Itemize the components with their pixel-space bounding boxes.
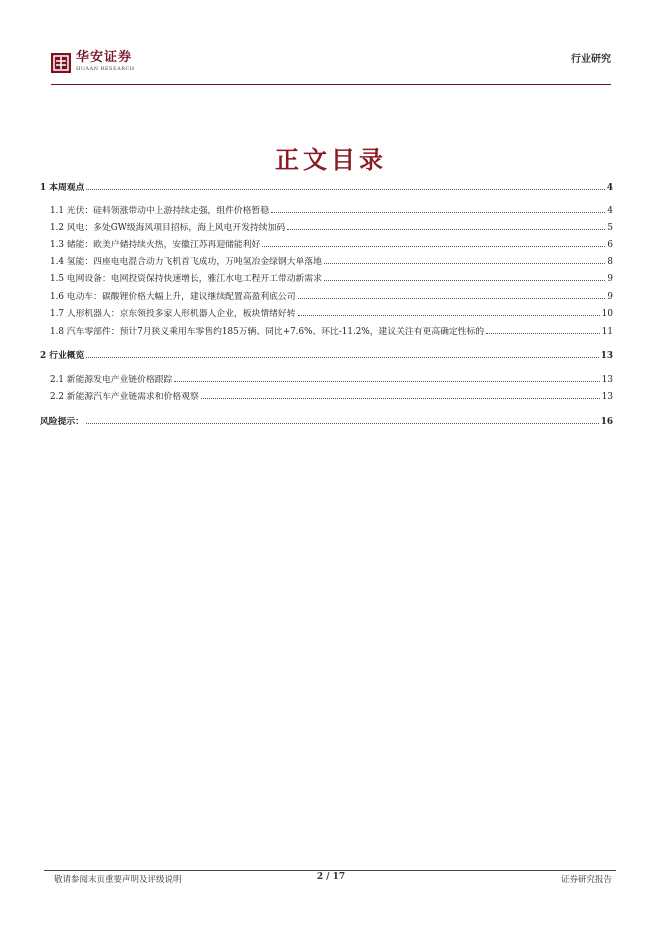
toc-title: 正文目录	[275, 145, 387, 174]
page-header	[51, 50, 611, 84]
toc-entry-label: 风险提示：	[40, 417, 84, 427]
toc-leader-dots	[287, 228, 605, 230]
toc-entry-page: 13	[600, 351, 613, 361]
toc-entry-label: 1.5 电网设备：电网投资保持快速增长，雅江水电工程开工带动新需求	[50, 274, 322, 284]
toc-entry[interactable]	[40, 222, 613, 234]
toc-entry[interactable]	[40, 391, 613, 403]
toc-entry-label: 1.2 风电：多处GW级海风项目招标，海上风电开发持续加码	[50, 223, 286, 233]
toc-entry-page: 8	[607, 257, 613, 267]
toc-leader-dots	[486, 332, 600, 334]
toc-leader-dots	[298, 297, 606, 299]
toc-entry-label: 1.7 人形机器人：京东领投多家人形机器人企业，板块情绪好转	[50, 309, 296, 319]
report-section-label: 行业研究	[571, 54, 611, 65]
toc-entry-label: 1.1 光伏：硅料领涨带动中上游持续走强，组件价格暂稳	[50, 206, 270, 216]
toc-entry[interactable]	[40, 350, 613, 362]
footer-divider	[44, 870, 616, 871]
toc-entry-page: 4	[607, 206, 613, 216]
toc-entry-label: 1.8 汽车零部件：预计7月狭义乘用车零售约185万辆、同比+7.6%、环比-11.2%，建议关注有更高确定性标的	[50, 327, 485, 337]
toc-leader-dots	[86, 356, 598, 358]
footer-report-type: 证券研究报告	[560, 875, 612, 885]
toc-entry[interactable]	[40, 326, 613, 338]
toc-entry[interactable]	[40, 374, 613, 386]
page-number: 2 / 17	[316, 872, 346, 882]
toc-entry-label: 1 本周观点	[40, 183, 85, 193]
toc-entry-page: 4	[606, 183, 613, 193]
toc-entry-page: 9	[607, 274, 613, 284]
toc-entry[interactable]	[40, 416, 613, 428]
toc-leader-dots	[271, 211, 605, 213]
toc-entry-label: 1.3 储能：欧美户储持续火热，安徽江苏再迎储能利好	[50, 240, 261, 250]
toc-entry-page: 5	[607, 223, 613, 233]
logo-english-name: HUAAN RESEARCH	[76, 66, 135, 72]
company-logo	[51, 50, 135, 80]
toc-entry[interactable]	[40, 239, 613, 251]
toc-entry[interactable]	[40, 182, 613, 194]
toc-entry-page: 11	[601, 327, 613, 337]
toc-leader-dots	[86, 188, 605, 190]
toc-leader-dots	[262, 245, 605, 247]
toc-entry-page: 13	[601, 375, 613, 385]
toc-entry-page: 10	[601, 309, 613, 319]
toc-leader-dots	[174, 380, 599, 382]
logo-chinese-name: 华安证券	[76, 50, 133, 65]
toc-entry[interactable]	[40, 205, 613, 217]
toc-entry-page: 13	[601, 392, 613, 402]
header-divider	[51, 84, 611, 85]
toc-leader-dots	[201, 397, 600, 399]
toc-leader-dots	[298, 314, 600, 316]
toc-entry[interactable]	[40, 273, 613, 285]
toc-leader-dots	[324, 279, 605, 281]
toc-entry-page: 6	[607, 240, 613, 250]
toc-leader-dots	[86, 422, 599, 424]
toc-entry[interactable]	[40, 308, 613, 320]
toc-entry-label: 1.6 电动车：碳酸锂价格大幅上升，建议继续配置高盈利底公司	[50, 292, 296, 302]
toc-entry-page: 9	[607, 292, 613, 302]
toc-entry-label: 1.4 氢能：四座电电混合动力飞机首飞成功，万吨氢冶金绿钢大单落地	[50, 257, 322, 267]
toc-entry-label: 2.1 新能源发电产业链价格跟踪	[50, 375, 173, 385]
toc-entry-label: 2 行业概览	[40, 351, 85, 361]
toc-entry[interactable]	[40, 291, 613, 303]
toc-entry-page: 16	[600, 417, 613, 427]
toc-entry-label: 2.2 新能源汽车产业链需求和价格观察	[50, 392, 199, 402]
toc-entry[interactable]	[40, 256, 613, 268]
footer-disclaimer: 敬请参阅末页重要声明及评级说明	[54, 875, 182, 885]
toc-leader-dots	[324, 262, 605, 264]
huaan-logo-icon	[51, 53, 71, 73]
